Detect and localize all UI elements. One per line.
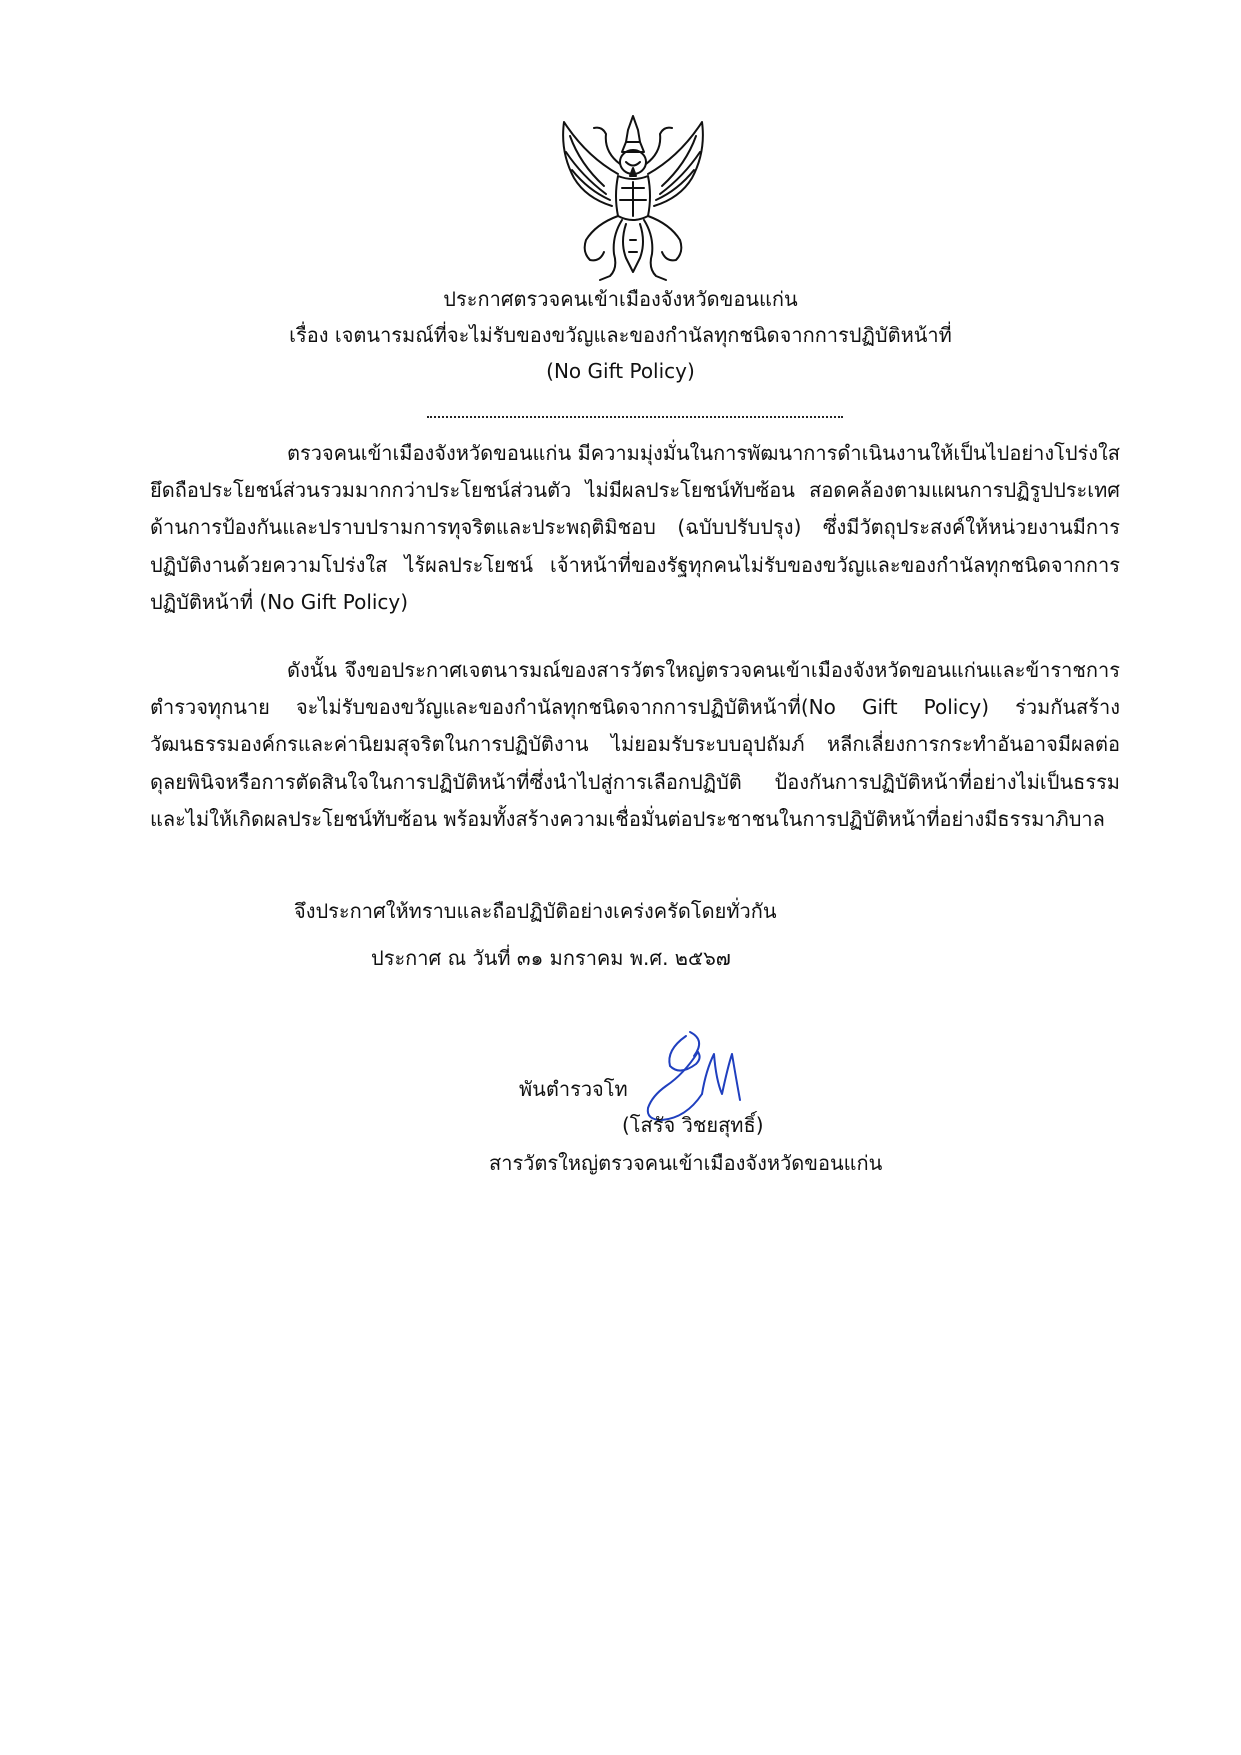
announcement-title: ประกาศตรวจคนเข้าเมืองจังหวัดขอนแก่น xyxy=(443,287,798,311)
body-paragraph-2: ดังนั้น จึงขอประกาศเจตนารมณ์ของสารวัตรใหญ่ตรวจคนเข้าเมืองจังหวัดขอนแก่นและข้าราชการตำรวจทุกนาย จะไม่รับของขวัญและของกำนัลทุกชนิดจากการปฏิบัติหน้าที่(No Gift Policy) ร่วมกันสร้างวัฒนธรรมองค์กรและค่านิยมสุจริตในการปฏิบัติงาน ไม่ยอมรับระบบอุปถัมภ์ หลีกเลี่ยงการกระทำอันอาจมีผลต่อดุลยพินิจหรือการตัดสินใจในการปฏิบัติหน้าที่ซึ่งนำไปสู่การเลือกปฏิบัติ ป้องกันการปฏิบัติหน้าที่อย่างไม่เป็นธรรม และไม่ให้เกิดผลประโยชน์ทับซ้อน พร้อมทั้งสร้างความเชื่อมั่นต่อประชาชนในการปฏิบัติหน้าที่อย่างมีธรรมาภิบาล xyxy=(150,658,1120,831)
garuda-emblem-icon xyxy=(556,112,710,284)
announcement-subtitle: (No Gift Policy) xyxy=(546,359,695,383)
closing-statement: จึงประกาศให้ทราบและถือปฏิบัติอย่างเคร่งครัดโดยทั่วกัน xyxy=(294,899,777,923)
signatory-position: สารวัตรใหญ่ตรวจคนเข้าเมืองจังหวัดขอนแก่น xyxy=(489,1151,883,1175)
body-paragraph-1: ตรวจคนเข้าเมืองจังหวัดขอนแก่น มีความมุ่งมั่นในการพัฒนาการดำเนินงานให้เป็นไปอย่างโปร่งใส ยึดถือประโยชน์ส่วนรวมมากกว่าประโยชน์ส่วนตัว ไม่มีผลประโยชน์ทับซ้อน สอดคล้องตามแผนการปฏิรูปประเทศด้านการป้องกันและปราบปรามการทุจริตและประพฤติมิชอบ (ฉบับปรับปรุง) ซึ่งมีวัตถุประสงค์ให้หน่วยงานมีการปฏิบัติงานด้วยความโปร่งใส ไร้ผลประโยชน์ เจ้าหน้าที่ของรัฐทุกคนไม่รับของขวัญและของกำนัลทุกชนิดจากการปฏิบัติหน้าที่ (No Gift Policy) xyxy=(150,441,1120,614)
signatory-name: (โสรัจ วิชยสุทธิ์) xyxy=(622,1113,764,1137)
dotted-divider xyxy=(427,416,843,418)
announcement-subject: เรื่อง เจตนารมณ์ที่จะไม่รับของขวัญและของกำนัลทุกชนิดจากการปฏิบัติหน้าที่ xyxy=(289,323,952,347)
signatory-rank: พันตำรวจโท xyxy=(519,1077,628,1101)
announcement-date: ประกาศ ณ วันที่ ๓๑ มกราคม พ.ศ. ๒๕๖๗ xyxy=(371,946,731,970)
